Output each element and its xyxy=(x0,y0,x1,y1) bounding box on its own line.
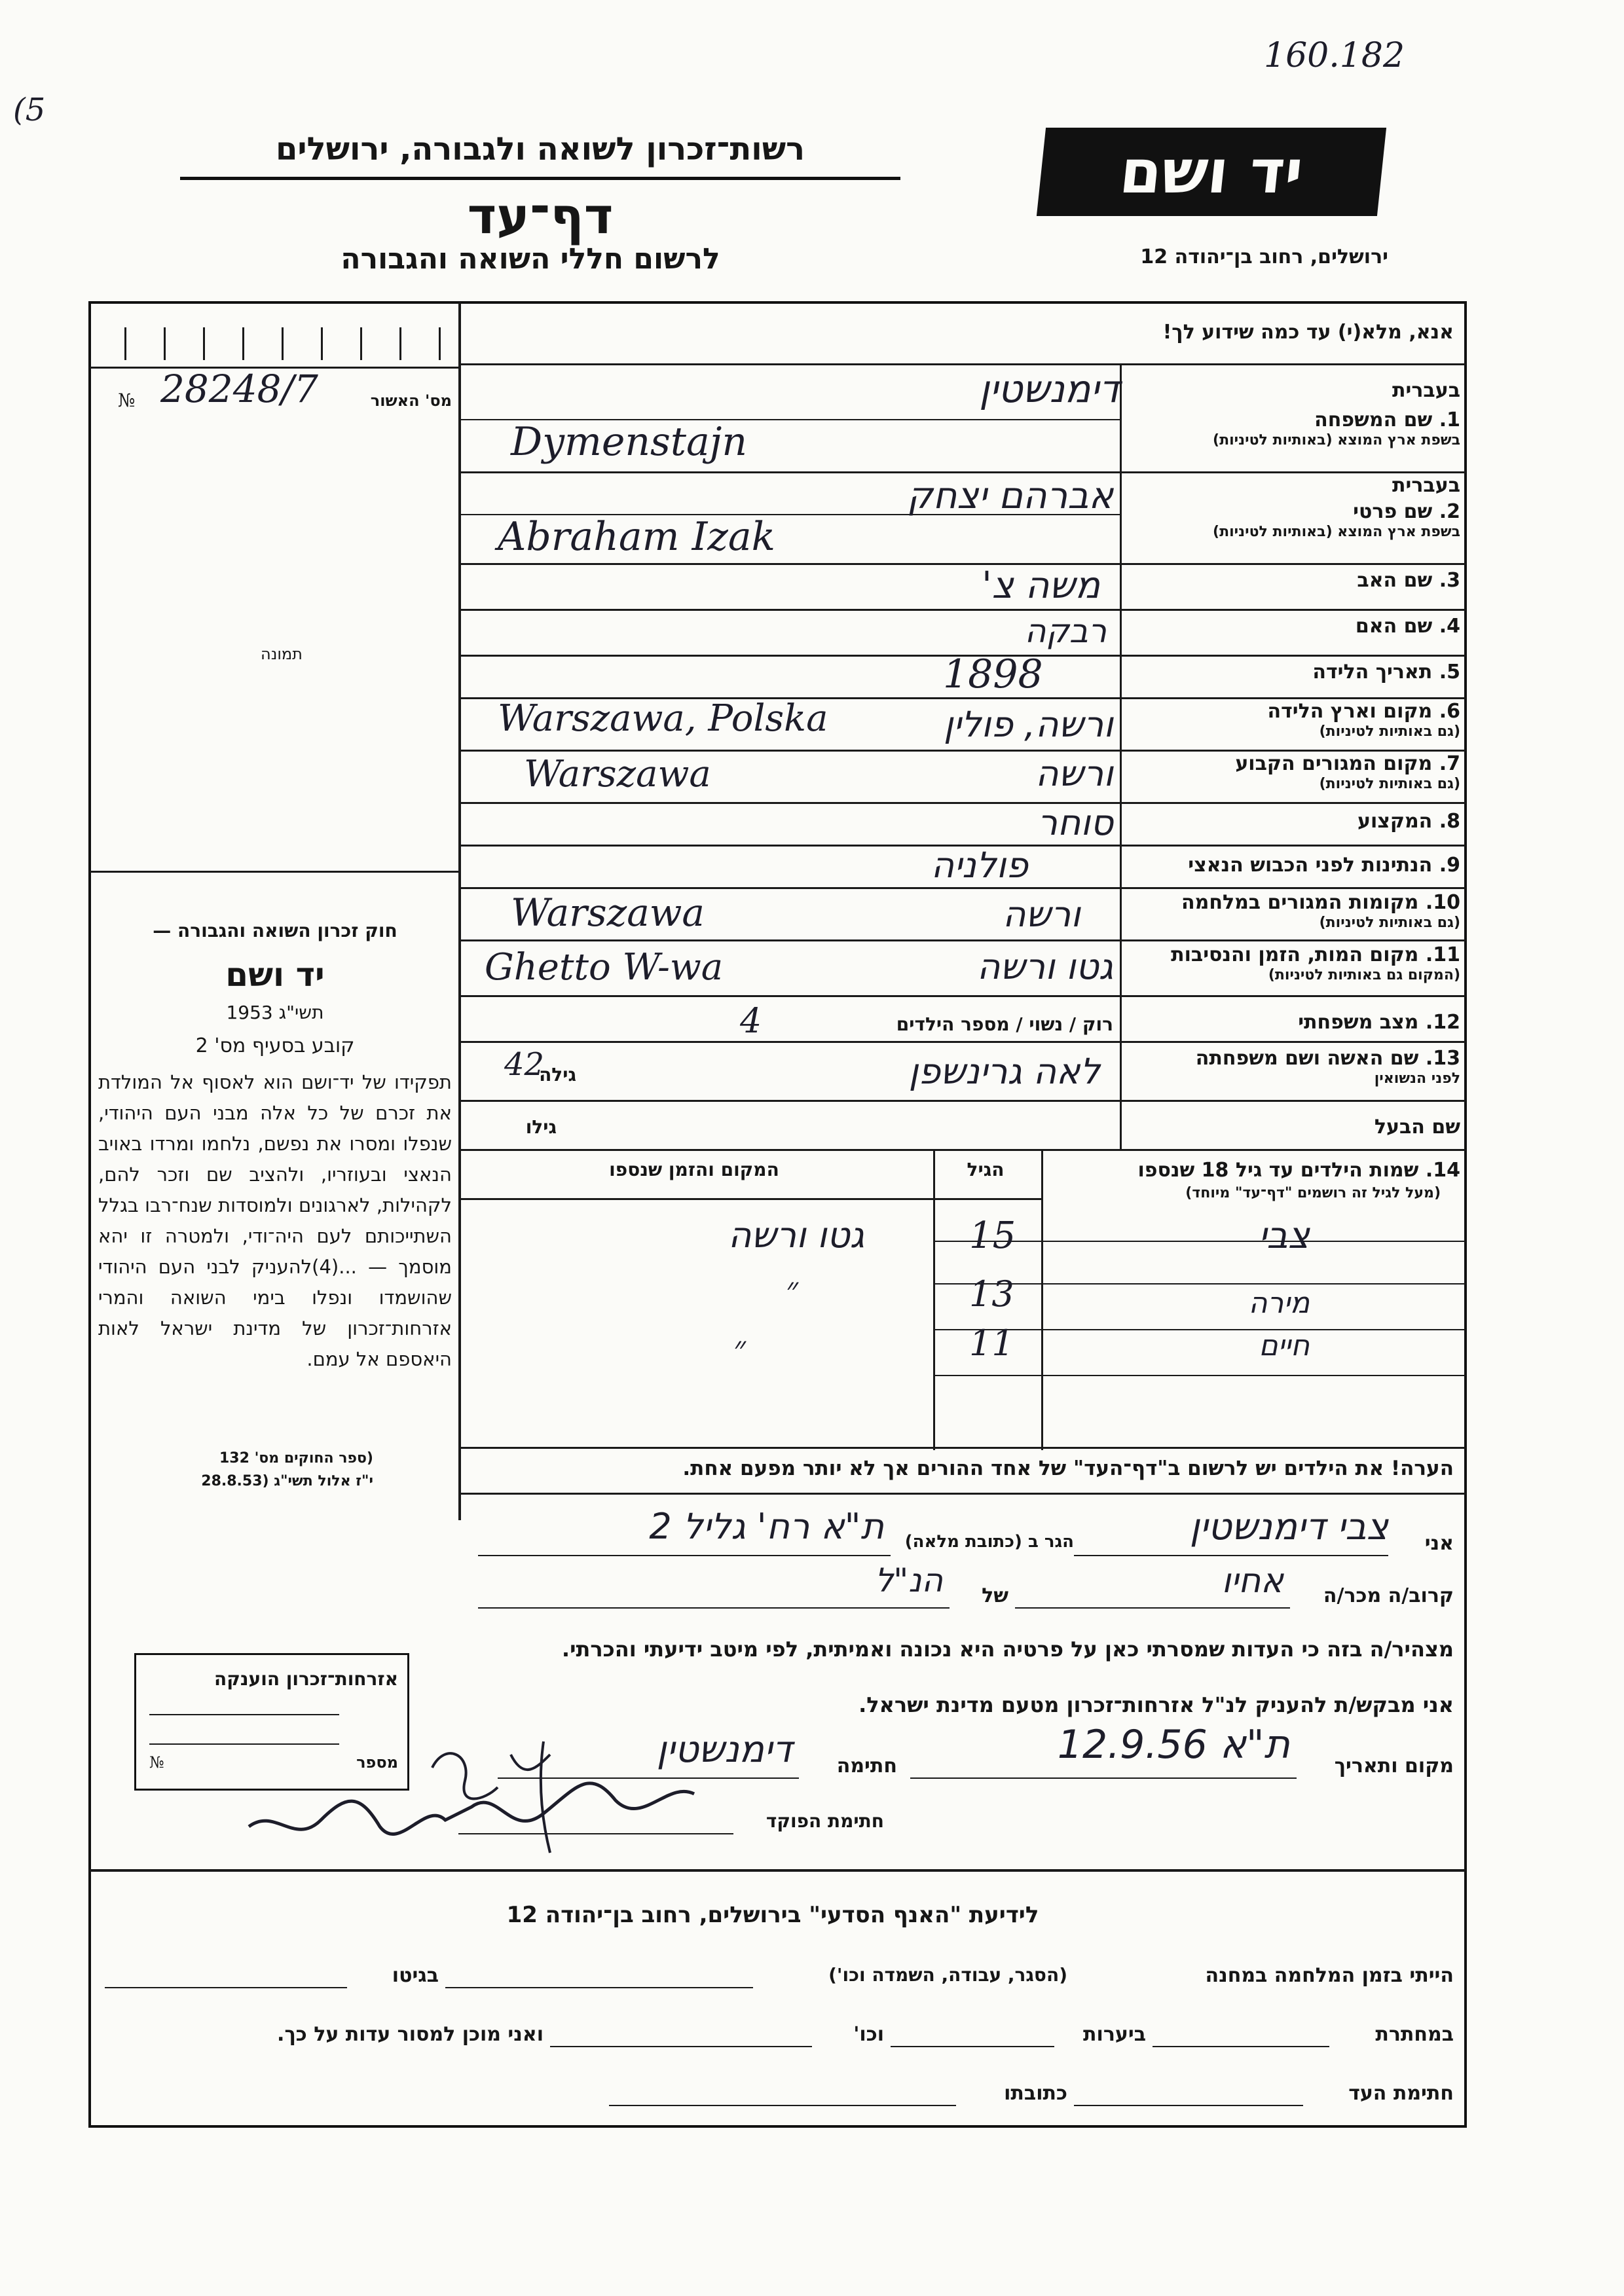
field-6-num: 6. xyxy=(1439,700,1460,723)
children-subtitle: (מעל לגיל זה רושמים "דף־עד" מיוחד) xyxy=(1185,1185,1441,1201)
residence-latin-value: Warszawa xyxy=(524,753,711,795)
field-11-label: מקום המות, הזמן והנסיבות xyxy=(1171,943,1419,966)
husband-label: שם הבעל xyxy=(1374,1116,1460,1139)
note-text: הערה! את הילדים יש לרשום ב"דף־העד" של אחד ההורים אך לא יותר מפעם אחת. xyxy=(682,1457,1454,1480)
children-name-divider xyxy=(1041,1149,1043,1450)
logo-text: יד ושם xyxy=(1116,137,1306,207)
father-name-value: משה צ' xyxy=(982,564,1100,607)
field-2-num: 2. xyxy=(1439,500,1460,523)
child-1-place: גטו ורשה xyxy=(728,1214,864,1256)
husband-age-label: גילו xyxy=(525,1116,557,1138)
child-3-age: 11 xyxy=(969,1322,1014,1364)
wartime-residence-hebrew-value: ורשה xyxy=(1003,894,1080,935)
field-2-label: שם פרטי xyxy=(1353,500,1433,523)
children-col-place: המקום והזמן שנספו xyxy=(609,1159,779,1180)
child-2-place: ״ xyxy=(786,1270,798,1308)
declarant-address-value: ת"א רח' גליל 2 xyxy=(649,1506,884,1547)
children-num: 14. xyxy=(1425,1159,1460,1182)
field-7-label: מקום המגורים הקבוע xyxy=(1235,752,1433,775)
law-title: חוק זכרון השואה והגבורה — xyxy=(153,920,397,941)
footer-title: לידיעת "האנף הסדעי" בירושלים, רחוב בן־יהודה 12 xyxy=(506,1902,1039,1928)
death-place-hebrew-value: גטו ורשה xyxy=(977,946,1113,987)
child-2-name: מירה xyxy=(1248,1286,1310,1320)
declarant-name-value: צבי דימנשטין xyxy=(1189,1506,1388,1548)
field-family-name xyxy=(1123,376,1460,468)
wife-age-value: 42 xyxy=(504,1046,545,1083)
form-title: דף־עד xyxy=(467,187,614,245)
children-title xyxy=(1048,1159,1460,1182)
wife-age-label: גילה xyxy=(539,1064,576,1085)
field-1-tag: בעברית xyxy=(1392,379,1460,402)
declaration-statement: מצהיר/ה בזה כי העדות שמסרתי כאן על פרטיה היא נכונה ואמיתית, לפי מיטב ידיעתי והכרתי. xyxy=(561,1637,1454,1662)
header-address: ירושלים, רחוב בן־יהודה 12 xyxy=(1140,246,1388,268)
declaration-request: אני מבקש/ת להעניק לנ"ל אזרחות־זכרון מטעם מדינת ישראל. xyxy=(858,1692,1454,1717)
authority-name: רשות־זכרון לשואה ולגבורה, ירושלים xyxy=(275,131,805,168)
family-name-hebrew-value: דימנשטין xyxy=(979,367,1120,411)
registration-tickmarks xyxy=(98,327,452,360)
field-3-num: 3. xyxy=(1439,569,1460,592)
left-column-divider xyxy=(458,302,461,1520)
field-4-label: שם האם xyxy=(1355,615,1433,638)
yad-vashem-logo xyxy=(1037,128,1386,216)
registration-label: מס' האשור xyxy=(370,392,452,410)
law-name: יד ושם xyxy=(225,956,325,994)
signature-label: חתימה xyxy=(836,1755,897,1777)
footer-rule xyxy=(90,1869,1466,1872)
note-rule xyxy=(460,1493,1466,1495)
declaration-of-label: של xyxy=(982,1584,1008,1607)
field-12-num: 12. xyxy=(1425,1011,1460,1034)
birth-place-hebrew-value: ורשה, פולין xyxy=(944,704,1113,745)
field-8-label: המקצוע xyxy=(1357,810,1433,833)
law-year: תשי"ג 1953 xyxy=(226,1002,324,1023)
field-10-sub: (גם באותיות לטיניות) xyxy=(1319,914,1460,931)
declaration-relation-value: אחיו xyxy=(1221,1561,1283,1601)
label-column-divider xyxy=(1120,363,1122,1149)
corner-mark: (5 xyxy=(13,92,46,128)
signature-value: דימנשטין xyxy=(656,1728,792,1771)
registration-value: 28248/7 xyxy=(160,367,318,411)
field-first-name xyxy=(1123,475,1460,563)
field-13-num: 13. xyxy=(1425,1047,1460,1070)
officer-signature-label: חתימת הפוקד xyxy=(766,1810,884,1832)
photo-label: תמונה xyxy=(261,645,303,663)
registration-no-symbol: № xyxy=(118,390,136,411)
place-date-label: מקום ותאריך xyxy=(1334,1755,1454,1777)
corner-number: 160.182 xyxy=(1264,36,1405,75)
field-5-label: תאריך הלידה xyxy=(1312,661,1433,683)
field-10-label: מקומות המגורים במלחמה xyxy=(1181,891,1419,914)
law-ref-2: י"ז אלול תשי"ג (28.8.53 xyxy=(201,1473,373,1489)
field-7-sub: (גם באותיות לטיניות) xyxy=(1319,775,1460,792)
child-3-name: חיים xyxy=(1259,1329,1310,1362)
field-9-label: הנתינות לפני הכבוש הנאצי xyxy=(1188,854,1433,877)
footer-line1-c: בגיטו xyxy=(392,1964,439,1987)
intro-rule xyxy=(460,363,1466,365)
field-10-num: 10. xyxy=(1425,891,1460,914)
field-8-num: 8. xyxy=(1439,810,1460,833)
nationality-value: פולניה xyxy=(931,845,1028,886)
mother-name-value: רבקה xyxy=(1024,612,1107,650)
birth-place-latin-value: Warszawa, Polska xyxy=(498,697,828,740)
memorial-box-title: אזרחות־זכרון הוענקה xyxy=(214,1668,398,1690)
field-3-label: שם האב xyxy=(1357,569,1433,592)
children-bottom-rule xyxy=(460,1447,1466,1449)
field-11-sub: (המקום גם באותיות לטיניות) xyxy=(1268,966,1460,983)
field-4-num: 4. xyxy=(1439,615,1460,638)
field-13-sub: לפני הנשואין xyxy=(1374,1070,1460,1087)
law-ref-1: (ספר החוקים מס' 132 xyxy=(219,1450,373,1467)
footer-line3-a: חתימת העד xyxy=(1348,2082,1454,2105)
residence-hebrew-value: ורשה xyxy=(1035,753,1113,794)
declaration-residing-label: הגר ב (כתובת מלאה) xyxy=(904,1532,1074,1552)
child-1-age: 15 xyxy=(969,1214,1016,1257)
field-2-sub: בשפת ארץ המוצא (באותיות לטיניות) xyxy=(1213,523,1460,540)
child-1-name: צבי xyxy=(1258,1214,1310,1257)
children-title-text: שמות הילדים עד גיל 18 שנספו xyxy=(1137,1159,1419,1182)
children-age-divider xyxy=(933,1149,935,1450)
field-1-sub: בשפת ארץ המוצא (באותיות לטיניות) xyxy=(1213,431,1460,448)
field-6-sub: (גם באותיות לטיניות) xyxy=(1319,723,1460,740)
wife-name-value: לאה גרינשפן xyxy=(908,1051,1100,1092)
footer-line2-d: ואני מוכן למסור עדות על כך. xyxy=(277,2023,544,2046)
first-name-latin-value: Abraham Izak xyxy=(498,514,776,560)
declaration-relative-label: קרוב/ה מכר/ה xyxy=(1323,1584,1454,1607)
footer-line2-b: ביערות xyxy=(1083,2023,1146,2046)
children-col-age: הגיל xyxy=(967,1159,1005,1180)
footer-line1-a: הייתי בזמן המלחמה במחנה xyxy=(1205,1964,1454,1987)
footer-line3-b: כתובתו xyxy=(1004,2082,1067,2105)
first-name-hebrew-value: אברהם יצחק xyxy=(906,475,1113,517)
law-section: קובע בסעיף מס' 2 xyxy=(195,1034,355,1057)
field-1-label: שם המשפחה xyxy=(1314,409,1433,431)
place-date-value: ת"א 12.9.56 xyxy=(1057,1722,1290,1768)
footer-line2-c: וכו' xyxy=(853,2023,884,2046)
field-11-num: 11. xyxy=(1425,943,1460,966)
field-2-tag: בעברית xyxy=(1392,474,1460,497)
field-12-label: מצב משפחתי xyxy=(1298,1011,1419,1034)
declaration-of-value: הנ"ל xyxy=(874,1561,943,1599)
child-3-place: ״ xyxy=(733,1329,746,1367)
memorial-box-no-symbol: № xyxy=(149,1753,164,1772)
field-6-label: מקום וארץ הלידה xyxy=(1267,700,1433,723)
profession-value: סוחר xyxy=(1037,802,1113,843)
family-name-latin-value: Dymenstajn xyxy=(511,419,747,465)
declaration-i-label: אני xyxy=(1424,1532,1454,1555)
header-rule xyxy=(180,177,900,180)
signature-scrawl-graphic xyxy=(236,1728,733,1859)
memorial-box-number-label: מספר xyxy=(356,1753,398,1772)
birth-date-value: 1898 xyxy=(943,651,1043,697)
photo-box-bottom xyxy=(90,871,460,873)
form-subtitle: לרשום חללי השואה והגבורה xyxy=(341,242,720,276)
children-count-value: 4 xyxy=(740,1002,762,1041)
field-7-num: 7. xyxy=(1439,752,1460,775)
intro-text: אנא, מלא(י) עד כמה שידוע לך! xyxy=(1162,321,1454,344)
footer-line1-b: (הסגר, עבודה, השמדה וכו') xyxy=(828,1964,1067,1986)
child-2-age: 13 xyxy=(969,1273,1014,1315)
law-text: תפקידו של יד־ושם הוא לאסוף אל המולדת את זכרם של כל אלה מבני העם היהודי, שנפלו ומסרו את נפשם, נלחמו ומרדו באויב הנאצי ובעוזריו, ולהציב שם וזכר להם, לקהילות, לארגונים ולמוסדות שנח־רבו בגלל השתייכותם לעם היה־ודי, ולמטרה זו יהא מוסמך — ...(4)להעניק לבני העם היהודי שהושמדו ונפלו בימי השואה והמרי אזרחות־זכרון של מדינת ישראל לאות היאספם אל עמם. xyxy=(98,1071,452,1370)
field-13-label: שם האשה ושם משפחתה xyxy=(1195,1047,1419,1070)
field-9-num: 9. xyxy=(1439,854,1460,877)
field-5-num: 5. xyxy=(1439,661,1460,683)
death-place-latin-value: Ghetto W-wa xyxy=(485,946,724,989)
footer-line2-a: במחתרת xyxy=(1375,2023,1454,2046)
marital-status-options: רוק / נשוי / מספר הילדים xyxy=(896,1013,1113,1035)
wartime-residence-latin-value: Warszawa xyxy=(511,890,705,935)
field-1-num: 1. xyxy=(1439,409,1460,431)
